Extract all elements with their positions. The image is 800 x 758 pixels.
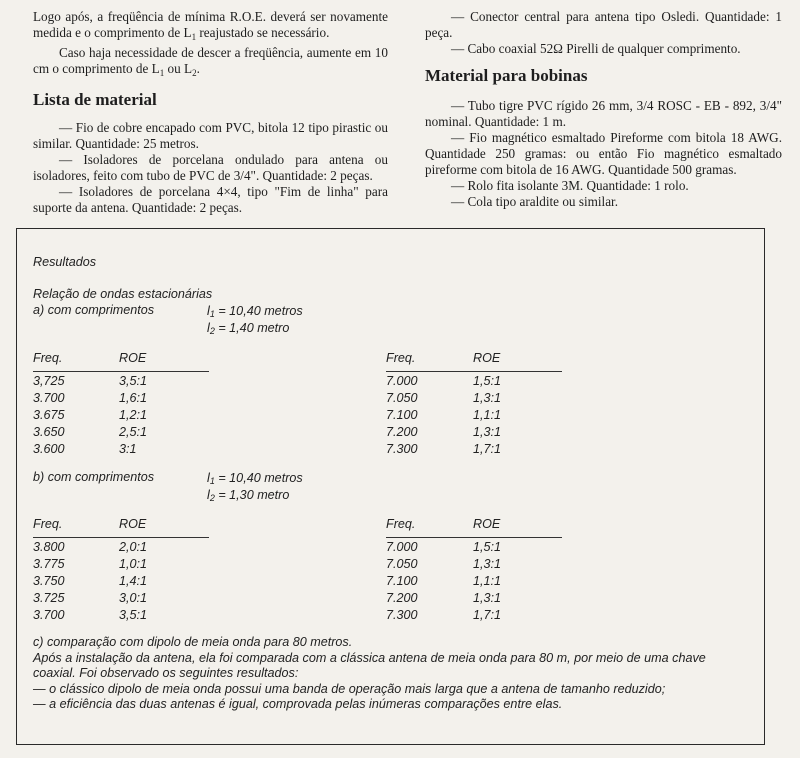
- table-roe-cell: 3,5:1: [119, 374, 148, 388]
- section-a-left-freq-header: Freq.: [33, 351, 63, 365]
- table-freq-cell: 7.000: [386, 540, 418, 554]
- section-b-label: b) com comprimentos: [33, 470, 155, 484]
- section-b-left-freq-header: Freq.: [33, 517, 63, 531]
- table-freq-cell: 7.200: [386, 591, 418, 605]
- table-freq-cell: 7.200: [386, 425, 418, 439]
- table-roe-cell: 1,5:1: [473, 540, 502, 554]
- table-freq-cell: 3.775: [33, 557, 65, 571]
- table-freq-cell: 3.650: [33, 425, 65, 439]
- table-roe-cell: 1,3:1: [473, 425, 502, 439]
- intro-paragraph-1: Logo após, a freqüência de mínima R.O.E. deverá ser novamente medida e o comprimento de $L_1$ reajustado se necessário.: [33, 9, 388, 42]
- table-freq-cell: 3.675: [33, 408, 65, 422]
- material-item-coax: — Cabo coaxial 52Ω Pirelli de qualquer comprimento.: [451, 41, 741, 56]
- conclusion-line-5: — a eficiência das duas antenas é igual, comprovada pelas inúmeras comparações entre elas.: [33, 697, 563, 712]
- table-roe-cell: 1,2:1: [119, 408, 148, 422]
- coil-material-heading: Material para bobinas: [425, 66, 588, 85]
- table-roe-cell: 1,7:1: [473, 442, 502, 456]
- results-box: [16, 228, 765, 745]
- table-roe-cell: 1,0:1: [119, 557, 148, 571]
- section-a-right-freq-header: Freq.: [386, 351, 416, 365]
- results-title: Resultados: [33, 255, 97, 269]
- coil-item-tube: — Tubo tigre PVC rígido 26 mm, 3/4 ROSC - EB - 892, 3/4" nominal. Quantidade: 1 m.: [425, 98, 782, 129]
- section-a-l2: $l_2 = 1,40$ metro: [207, 321, 290, 336]
- section-b-right-freq-header: Freq.: [386, 517, 416, 531]
- table-freq-cell: 3.700: [33, 608, 65, 622]
- coil-item-magnet-wire: — Fio magnético esmaltado Pireforme com bitola 18 AWG. Quantidade 250 gramas: ou então Fio magnético esmaltado pireforme com bitola de 16 AWG. Quantidade 500 gramas.: [425, 130, 782, 177]
- table-freq-cell: 3.600: [33, 442, 65, 456]
- section-a-l1: $l_1 = 10,40$ metros: [207, 304, 303, 319]
- intro-paragraph-2: Caso haja necessidade de descer a freqüência, aumente em 10 cm o comprimento de $L_1$ ou $L_2$.: [33, 45, 388, 78]
- table-roe-cell: 2,5:1: [119, 425, 148, 439]
- table-roe-cell: 1,6:1: [119, 391, 148, 405]
- table-roe-cell: 1,1:1: [473, 408, 502, 422]
- conclusion-line-3: coaxial. Foi observado os seguintes resultados:: [33, 666, 299, 681]
- table-freq-cell: 7.300: [386, 608, 418, 622]
- coil-item-tape: — Rolo fita isolante 3M. Quantidade: 1 rolo.: [451, 178, 689, 193]
- table-freq-cell: 7.050: [386, 557, 418, 571]
- article-right-column: [425, 9, 782, 210]
- table-freq-cell: 3.700: [33, 391, 65, 405]
- table-freq-cell: 7.100: [386, 408, 418, 422]
- table-roe-cell: 1,3:1: [473, 591, 502, 605]
- section-b-right-roe-header: ROE: [473, 517, 501, 531]
- conclusion-line-2: Após a instalação da antena, ela foi comparada com a clássica antena de meia onda para 80 m, por meio de uma chave: [33, 650, 706, 665]
- section-a-right-roe-header: ROE: [473, 351, 501, 365]
- table-roe-cell: 1,4:1: [119, 574, 148, 588]
- table-roe-cell: 2,0:1: [119, 540, 148, 554]
- table-roe-cell: 3,0:1: [119, 591, 148, 605]
- table-roe-cell: 3:1: [119, 442, 137, 456]
- section-b-left-roe-header: ROE: [119, 517, 147, 531]
- section-a-label: a) com comprimentos: [33, 303, 155, 317]
- results-subtitle: Relação de ondas estacionárias: [33, 287, 213, 301]
- table-freq-cell: 3,725: [33, 374, 65, 388]
- table-freq-cell: 7.100: [386, 574, 418, 588]
- table-freq-cell: 7.050: [386, 391, 418, 405]
- section-b-right-header-rule: [386, 537, 562, 538]
- table-roe-cell: 1,7:1: [473, 608, 502, 622]
- material-item-wire: — Fio de cobre encapado com PVC, bitola 12 tipo pirastic ou similar. Quantidade: 25 metros.: [33, 120, 388, 151]
- table-roe-cell: 1,1:1: [473, 574, 502, 588]
- table-freq-cell: 3.725: [33, 591, 65, 605]
- table-freq-cell: 7.300: [386, 442, 418, 456]
- section-b-left-header-rule: [33, 537, 209, 538]
- material-item-end-insulators: — Isoladores de porcelana 4×4, tipo "Fim de linha" para suporte da antena. Quantidade: 2 peças.: [33, 184, 388, 215]
- table-freq-cell: 3.750: [33, 574, 65, 588]
- conclusion-line-1: c) comparação com dipolo de meia onda para 80 metros.: [33, 635, 353, 649]
- table-roe-cell: 1,3:1: [473, 557, 502, 571]
- section-b-l2: $l_2 = 1,30$ metro: [207, 488, 290, 503]
- table-freq-cell: 7.000: [386, 374, 418, 388]
- coil-item-glue: — Cola tipo araldite ou similar.: [451, 194, 619, 209]
- section-a-left-roe-header: ROE: [119, 351, 147, 365]
- table-freq-cell: 3.800: [33, 540, 65, 554]
- material-list-heading: Lista de material: [33, 90, 157, 109]
- material-item-connector: — Conector central para antena tipo Osledi. Quantidade: 1 peça.: [425, 9, 782, 40]
- article-left-column: [33, 9, 388, 216]
- section-a-right-header-rule: [386, 371, 562, 372]
- conclusion-line-4: — o clássico dipolo de meia onda possui uma banda de operação mais larga que a antena de tamanho reduzido;: [33, 681, 666, 696]
- comparison-conclusion: [33, 635, 753, 713]
- table-roe-cell: 1,5:1: [473, 374, 502, 388]
- table-roe-cell: 3,5:1: [119, 608, 148, 622]
- section-a-left-header-rule: [33, 371, 209, 372]
- table-roe-cell: 1,3:1: [473, 391, 502, 405]
- section-b-l1: $l_1 = 10,40$ metros: [207, 471, 303, 486]
- material-item-insulators: — Isoladores de porcelana ondulado para antena ou isoladores, feito com tubo de PVC de 3/4". Quantidade: 2 peças.: [33, 152, 388, 183]
